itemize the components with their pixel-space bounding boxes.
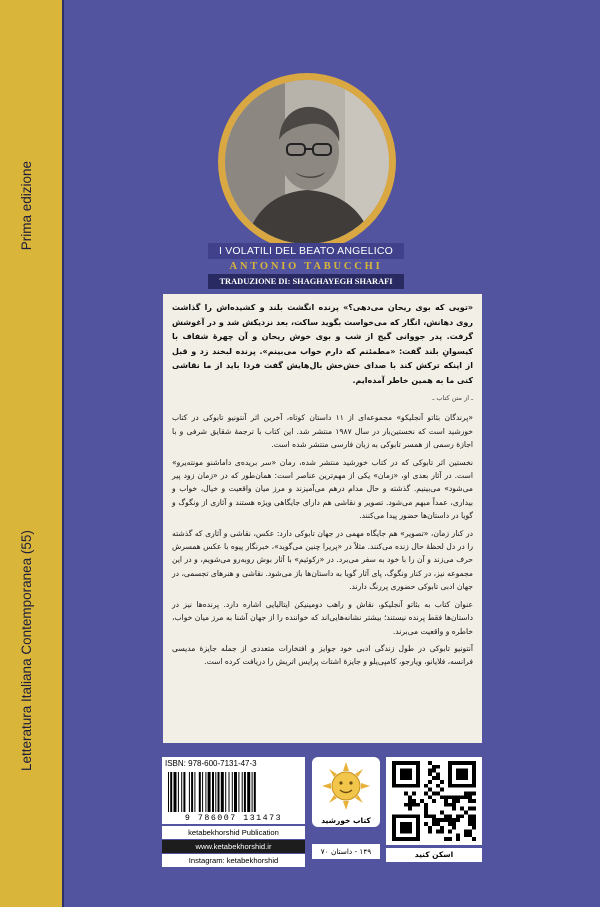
- series-number: ۱۴۹ - داستان ۷۰: [312, 844, 380, 859]
- author-name: ANTONIO TABUCCHI: [229, 261, 383, 272]
- qr-code-icon: [386, 757, 482, 845]
- isbn-digits: 9 786007 131473: [184, 814, 283, 823]
- logo-label: کتاب خورشید: [321, 816, 371, 825]
- series-title: Letteratura Italiana Contemporanea (55): [19, 530, 34, 771]
- blurb-paragraph: در کنار زمان، «تصویر» هم جایگاه مهمی در جهان تابوکی دارد: عکس، نقاشی و آثاری که گذشته را در دل لحظهٔ حال زنده می‌کنند. مثلاً در «پریرا چنین می‌گوید»، خبرنگار پیوه با عکس همسرش حرف می‌زند و آن را با خود به سفر می‌برد. در «رکوئیم» با آثار بوش روبه‌رو می‌شویم، و در این مجموعه نیز، در کنار ونگوگ، پای آثار گویا به داستان‌ها باز می‌شود. نقاشی و هنرهای تجسمی، در جهان ادبی تابوکی حضوری پررنگ دارند.: [172, 528, 473, 592]
- spine-text: [19, 161, 41, 771]
- quote-source: ـ از متن کتاب ـ: [432, 394, 473, 402]
- blurb-paragraph: «پرندگان بئاتو آنجلیکو» مجموعه‌ای از ۱۱ داستان کوتاه، آخرین اثر آنتونیو تابوکی در کتاب خورشید است که نخستین‌بار در سال ۱۹۸۷ منتشر شد. این کتاب با ترجمهٔ شقایق شرفی و با اجازهٔ رسمی از همسر تابوکی به زبان فارسی منتشر شده است.: [172, 413, 473, 450]
- edition-label: Prima edizione: [19, 161, 34, 251]
- spine-strip: [0, 0, 62, 907]
- publisher-logo: [312, 757, 380, 827]
- isbn-barcode-box: [162, 757, 305, 824]
- publisher-info: [162, 826, 305, 868]
- publisher-instagram: Instagram: ketabekhorshid: [162, 854, 305, 867]
- title-block: [208, 243, 404, 289]
- spine-divider: [62, 0, 64, 907]
- blurb-paragraph: آنتونیو تابوکی در طول زندگی ادبی خود جوایز و افتخارات متعددی از جمله جایزهٔ مدیسی فرانسه، فلایانو، ویارجو، کامپی‌یلو و جایزهٔ اشتات پرایس اتریش را دریافت کرده است.: [172, 643, 473, 667]
- author-portrait: [225, 80, 389, 244]
- sun-face-icon: [321, 761, 371, 811]
- book-title: I VOLATILI DEL BEATO ANGELICO: [208, 243, 404, 259]
- blurb-paragraph: نخستین اثر تابوکی که در کتاب خورشید منتشر شده، رمان «سر بریده‌ی داماشنو مونته‌یرو» است. در آثار بعدی او، «زمان» یکی از مهم‌ترین عناصر است: همان‌طور که در «زمان زود پیر می‌شود» می‌بینیم. گذشته و حال مدام درهم می‌آمیزند و مرز میان واقعیت و خیال، خواب و بیداری، عمداً مبهم می‌شود. تصویر و نقاشی هم دارای جایگاهی ویژه هستند و آثاری از ونگوگ و گویا در داستان‌ها حضور پیدا می‌کنند.: [172, 457, 473, 521]
- blurb-quote: «تویی که بوی ریحان می‌دهی؟» پرنده انگشت بلند و کشیده‌اش را گذاشت روی دهانش، انگار که می‌خواست بگوید ساکت، بعد نزدیکش شد و در آغوشش گرفت. پدر جووانی گیج از شب و بوی خوش ریحان و آن چهرهٔ شفاف با کیسوانِ بلند گفت: «مطمئنم که دارم خواب می‌بینم». پرنده لبخند زد و قبل از اینکه ترکش کند با صدای خش‌خش بال‌هایش گفت فردا باید از ما نقاشی کنی ما به همین خاطر آمده‌ایم.: [172, 303, 473, 385]
- blurb-box: [163, 294, 482, 743]
- isbn-label: ISBN: 978-600-7131-47-3: [165, 759, 257, 768]
- scan-label: اسکن کنید: [386, 848, 482, 862]
- translator-line: TRADUZIONE DI: SHAGHAYEGH SHARAFI: [208, 274, 404, 289]
- publisher-website: www.ketabekhorshid.ir: [162, 840, 305, 853]
- blurb-paragraph: عنوان کتاب به بئاتو آنجلیکو، نقاش و راهب دومینیکن ایتالیایی اشاره دارد. پرنده‌ها نیز در داستان‌ها فقط پرنده نیستند؛ بیشتر نشانه‌هایی‌اند که خواننده را از جهان آشنا به مرز میان خواب، خاطره و واقعیت می‌برند.: [172, 599, 473, 636]
- barcode-icon: [166, 772, 301, 812]
- publisher-name: ketabekhorshid Publication: [162, 826, 305, 839]
